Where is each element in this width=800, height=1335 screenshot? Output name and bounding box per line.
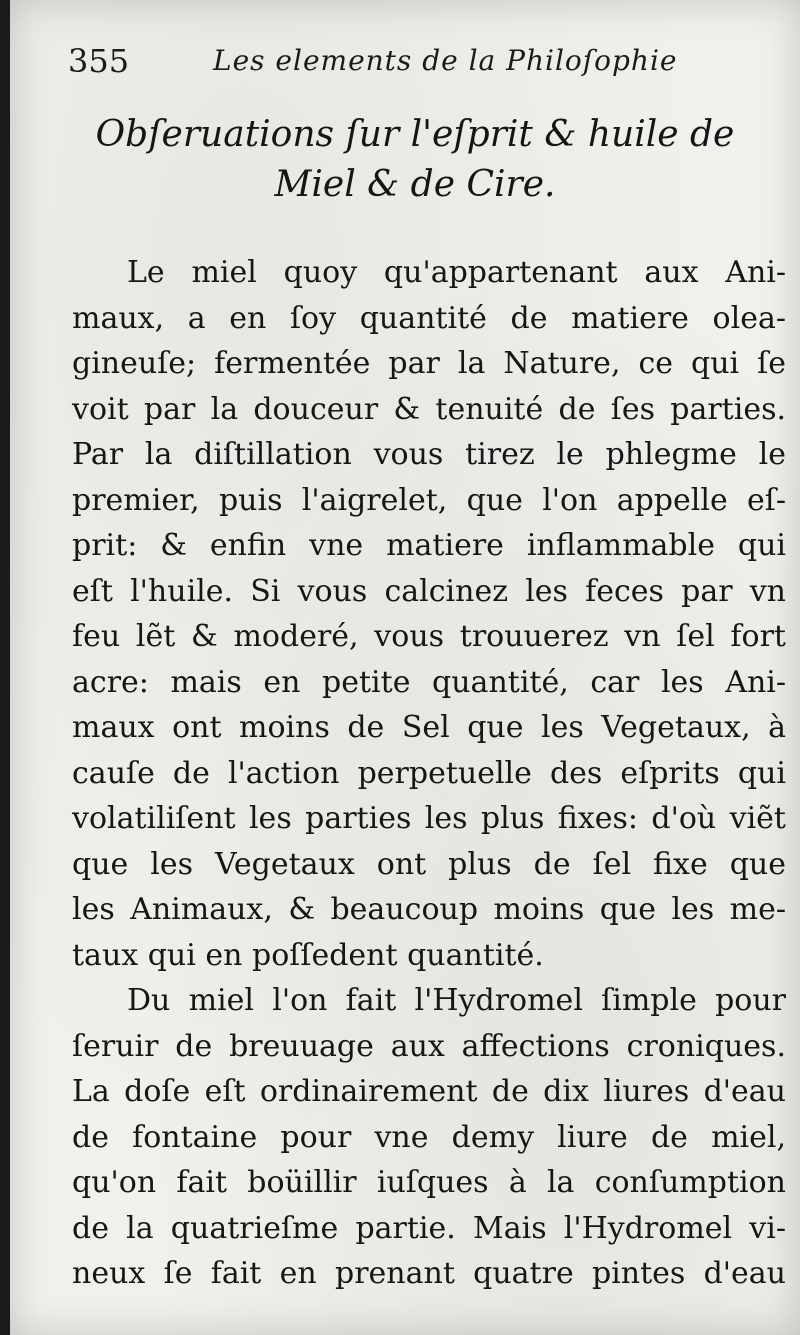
text-line: que les Vegetaux ont plus de ſel fixe que [72, 846, 786, 882]
text-line: La doſe eſt ordinairement de dix liures d'eau [72, 1074, 786, 1109]
running-head: Les elements de la Philoſophie [213, 44, 678, 77]
text-line: prit: & enfin vne matiere inflammable qui [72, 528, 786, 563]
text-line: volatiliſent les parties les plus fixes: d'où viẽt [72, 801, 786, 836]
text-line: taux qui en poſſedent quantité. [72, 937, 544, 973]
text-line: Du miel l'on fait l'Hydromel ſimple pour [127, 983, 786, 1018]
text-line: acre: mais en petite quantité, car les Ani- [72, 664, 786, 700]
text-line: gineuſe; fermentée par la Nature, ce qui ſe [72, 346, 786, 381]
text-line: de fontaine pour vne demy liure de miel, [72, 1119, 786, 1155]
paragraph [72, 978, 786, 1297]
text-line: les Animaux, & beaucoup moins que les me- [72, 892, 786, 927]
body-text [72, 250, 786, 1297]
text-line: premier, puis l'aigrelet, que l'on appelle eſ- [72, 482, 786, 518]
book-page [10, 0, 800, 1335]
text-line: neux ſe fait en prenant quatre pintes d'eau [72, 1256, 786, 1291]
text-line: maux, a en ſoy quantité de matiere olea- [72, 300, 786, 336]
paragraph [72, 250, 786, 978]
page-header [68, 42, 768, 82]
page-number: 355 [68, 42, 130, 80]
text-line: maux ont moins de Sel que les Vegetaux, à [72, 710, 786, 745]
text-line: cauſe de l'action perpetuelle des eſprits qui [72, 755, 786, 791]
text-line: Par la diſtillation vous tirez le phlegme le [72, 437, 786, 472]
text-line: ſeruir de breuuage aux affections croniques. [72, 1028, 786, 1064]
section-title-line: Miel & de Cire. [274, 164, 556, 205]
text-line: voit par la douceur & tenuité de ſes parties. [72, 391, 786, 427]
text-line: qu'on fait boüillir iuſques à la conſumption [72, 1165, 786, 1200]
section-title-line: Obſeruations ſur l'eſprit & huile de [95, 114, 735, 155]
text-line: feu lẽt & moderé, vous trouuerez vn ſel fort [72, 619, 786, 654]
text-line: Le miel quoy qu'appartenant aux Ani- [127, 255, 786, 290]
text-line: de la quatrieſme partie. Mais l'Hydromel vi- [72, 1210, 786, 1246]
text-line: eſt l'huile. Si vous calcinez les feces par vn [72, 573, 786, 609]
section-title [60, 110, 770, 210]
